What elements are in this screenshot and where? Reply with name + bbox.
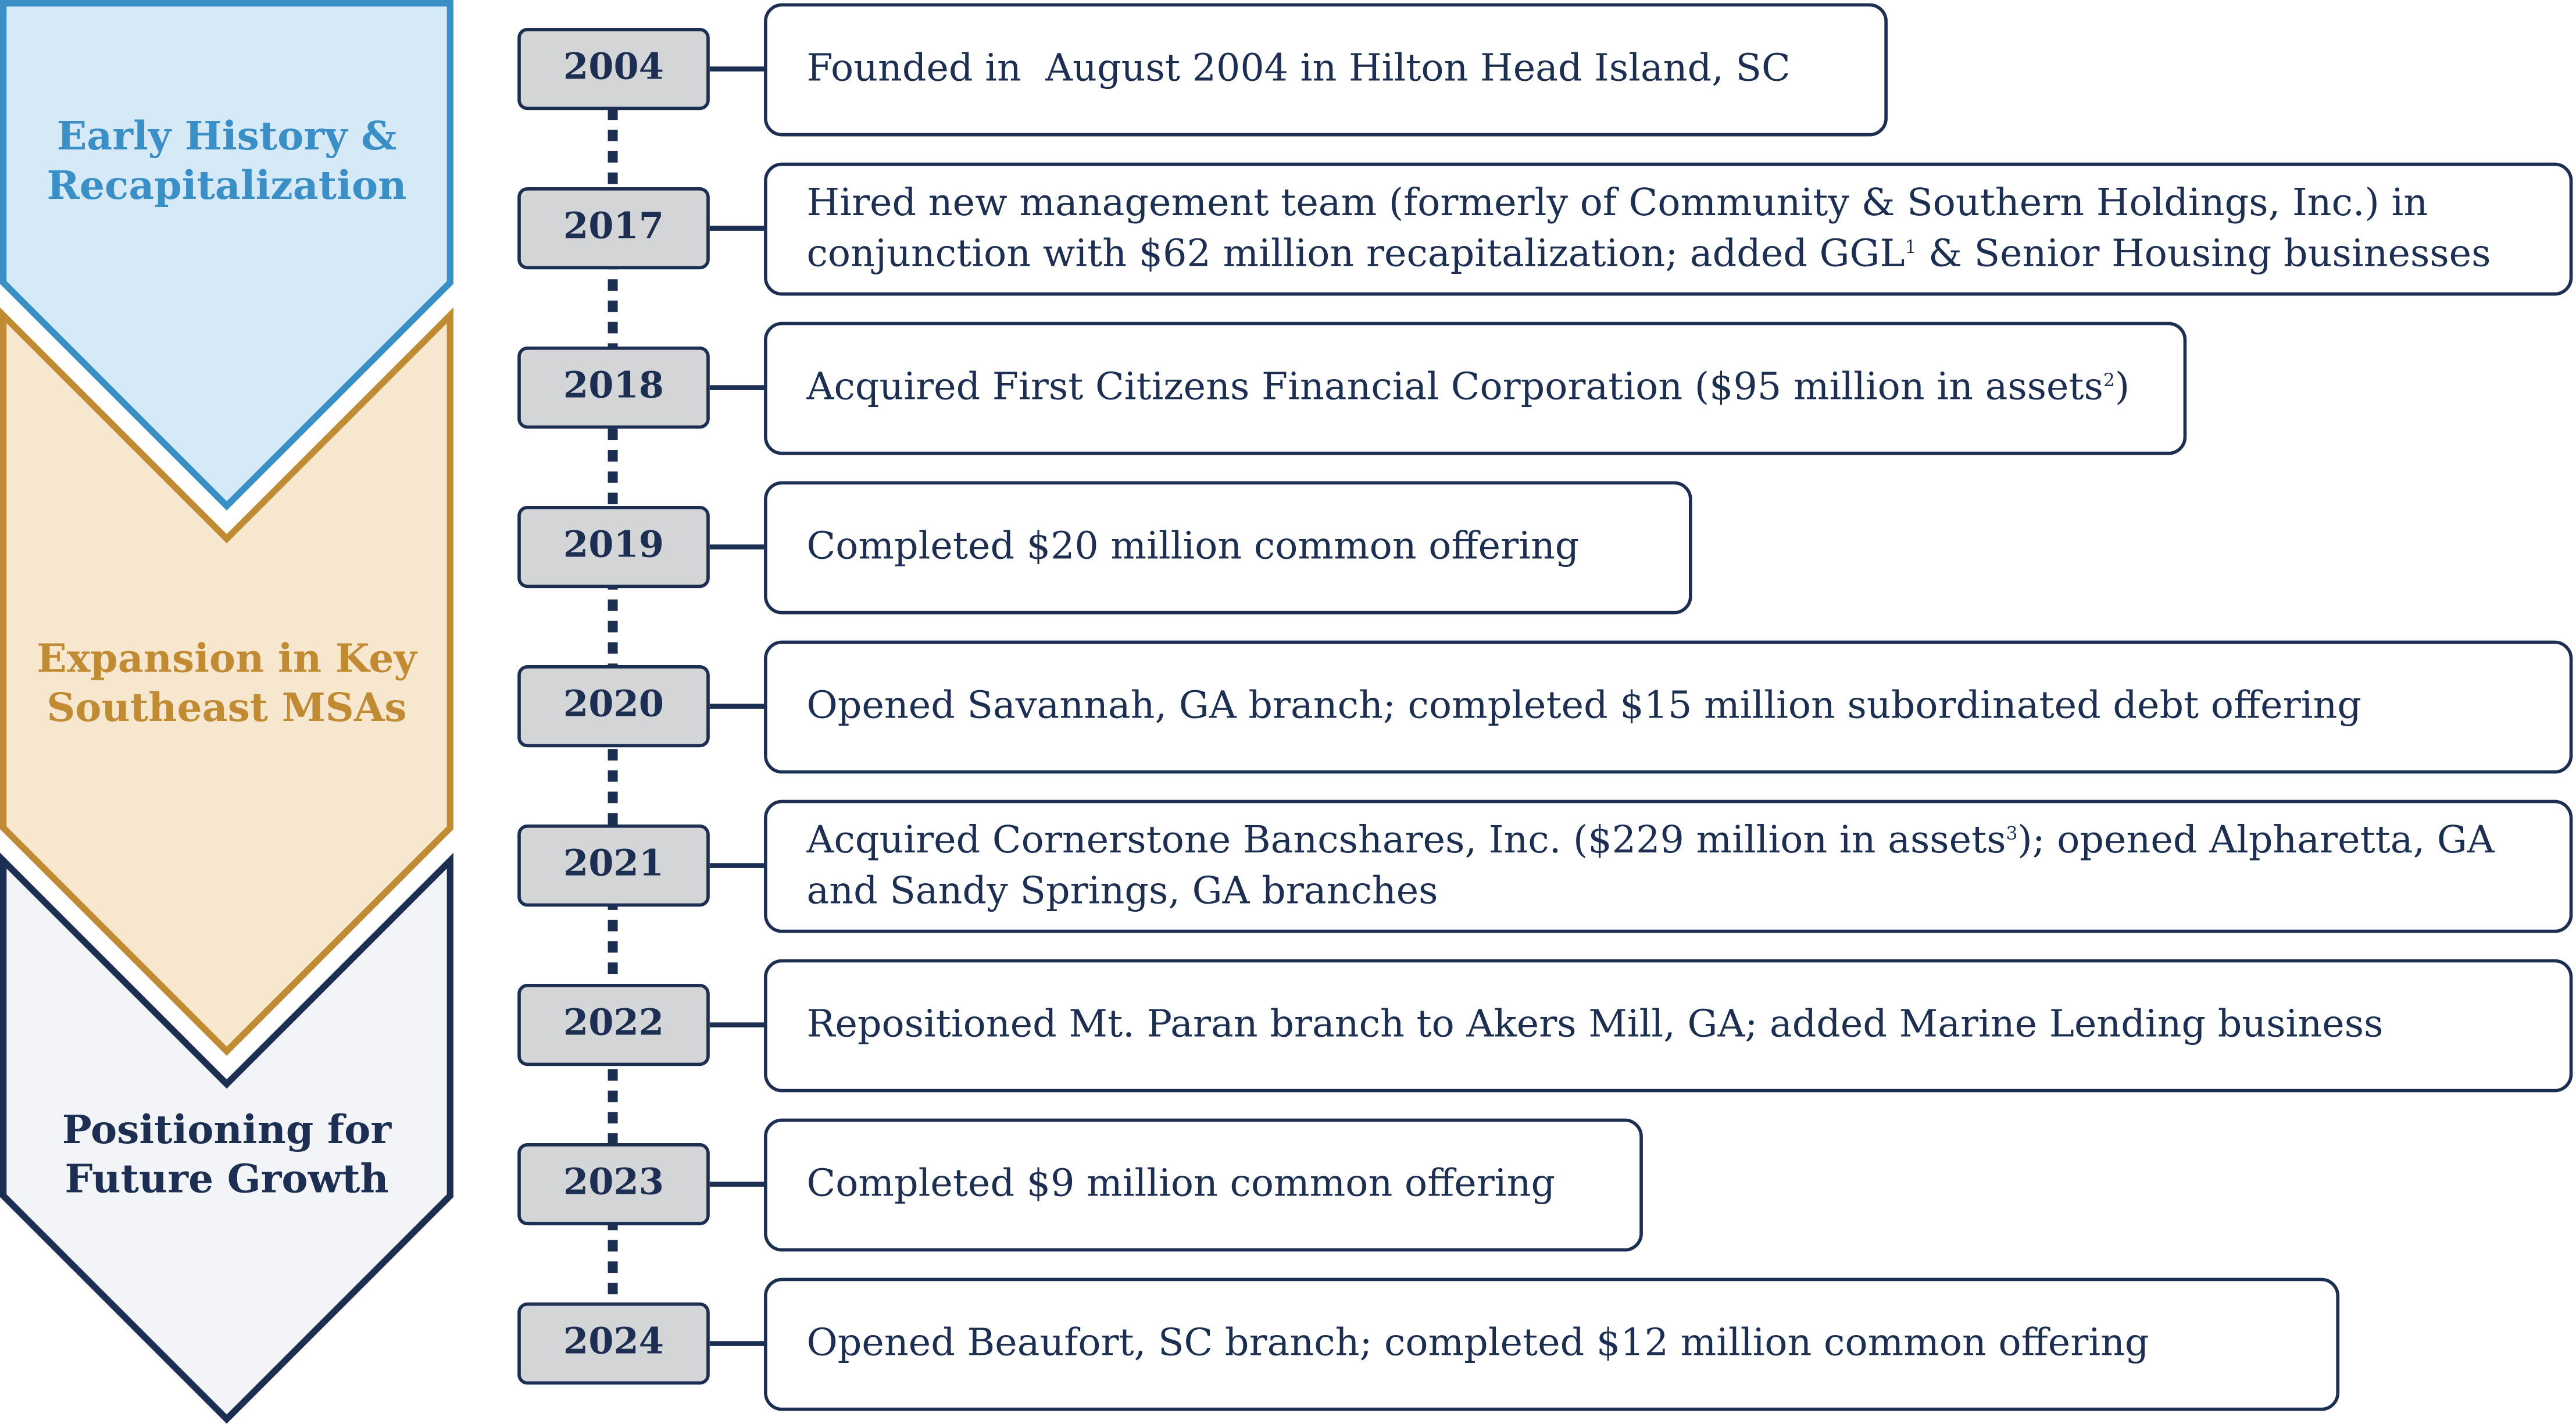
event-2018 (764, 322, 2186, 455)
year-badge-2017: 2017 (517, 187, 710, 269)
event-2021 (764, 800, 2573, 933)
event-2017-text: Hired new management team (formerly of Community & Southern Holdings, Inc.) in conjunction with $62 million recapitalization; added GGL (806, 181, 2440, 276)
event-2018-text-end: ) (2114, 366, 2130, 409)
footnote-2: 2 (2103, 369, 2115, 391)
event-2004 (764, 3, 1888, 137)
event-2017 (764, 163, 2573, 296)
year-badge-2019: 2019 (517, 506, 710, 588)
event-2020-text: Opened Savannah, GA branch; completed $15 million subordinated debt offering (806, 684, 2361, 728)
year-badge-2021: 2021 (517, 825, 710, 906)
year-badge-2018: 2018 (517, 347, 710, 429)
event-2022 (764, 959, 2573, 1093)
phase-2-label-line1: Expansion in Key (37, 634, 417, 682)
footnote-1: 1 (1905, 235, 1917, 258)
year-badge-2024: 2024 (517, 1302, 710, 1384)
phase-1-label-line2: Recapitalization (47, 160, 407, 209)
phase-3-label-line1: Positioning for (62, 1105, 392, 1153)
year-badge-2023: 2023 (517, 1143, 710, 1225)
event-2023 (764, 1119, 1643, 1252)
event-2021-text: Acquired Cornerstone Bancshares, Inc. ($229 million in assets (806, 819, 2006, 862)
event-2004-text: Founded in August 2004 in Hilton Head Island, SC (806, 47, 1791, 91)
phase-3-label-line2: Future Growth (65, 1154, 389, 1202)
event-2022-text: Repositioned Mt. Paran branch to Akers Mill, GA; added Marine Lending business (806, 1003, 2384, 1047)
footnote-3: 3 (2006, 822, 2018, 844)
event-2024-text: Opened Beaufort, SC branch; completed $12 million common offering (806, 1322, 2149, 1365)
event-2017-text-end: & Senior Housing businesses (1916, 232, 2491, 276)
event-2019-text: Completed $20 million common offering (806, 525, 1580, 569)
year-badge-2022: 2022 (517, 984, 710, 1066)
year-badge-2020: 2020 (517, 665, 710, 747)
event-2021-text-end: ); opened Alpharetta, GA and Sandy Springs, GA branches (806, 819, 2507, 913)
event-2023-text: Completed $9 million common offering (806, 1162, 1556, 1206)
phase-1-label-line1: Early History & (56, 112, 397, 159)
event-2020 (764, 641, 2573, 774)
event-2018-text: Acquired First Citizens Financial Corporation ($95 million in assets (806, 366, 2104, 409)
phase-2-label-line2: Southeast MSAs (47, 683, 407, 731)
event-2019 (764, 481, 1692, 615)
event-2024 (764, 1278, 2339, 1411)
year-badge-2004: 2004 (517, 28, 710, 110)
